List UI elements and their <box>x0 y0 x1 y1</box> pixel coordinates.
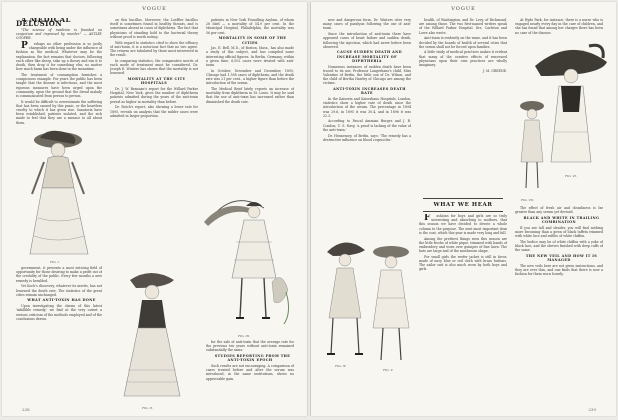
right-col-1 <box>323 18 411 228</box>
author-signature: J. M. GREENE. <box>482 68 507 73</box>
figure-label: FIG. IV. <box>335 364 347 368</box>
left-col-3 <box>206 18 294 158</box>
paragraph: Such results are not encouraging. A comparison of cases treated before and after the serum was introduced, in the same institutions, shows no appreciable gain. <box>206 364 294 381</box>
paragraph: Dr. Rotch's report, also showing a lower rate for 1895, reveals on analysis that the milder cases were admitted in larger proportion. <box>110 105 198 118</box>
paragraph: The Medical Brief lately reports an increase of mortality from diphtheria in St. Louis. It may be said that the use of anti-toxin has increased rather than diminished the death rate. <box>206 87 294 104</box>
paragraph: With regard to statistics cited to show the efficacy of anti-toxin, it is a notorious fact that no two agree. The returns are tabulated by those most interested in the result. <box>110 40 198 58</box>
what-we-hear-column <box>419 214 507 406</box>
figure-label: FIG. II. <box>142 406 153 410</box>
paragraph: Anti-toxin is evidently on the wane, and it has been decided by the boards of health of several cities that the serum shall not be forced upon families. <box>419 36 507 49</box>
running-head-right: VOGUE <box>451 6 476 12</box>
fashion-figure-5 <box>365 238 415 368</box>
left-col-2 <box>110 18 198 266</box>
article-title: A MEDICAL DELUSION <box>16 18 71 29</box>
section-subhead: MORTALITY AT THE CITY HOSPITALS <box>127 77 186 86</box>
paragraph: The new veils here are not given instructions, and they are ever thin, and one finds that there is now a fashion for them worn loosely. <box>515 263 603 277</box>
section-subhead: MORTALITY IN SOME OF THE CITIES <box>218 36 287 45</box>
running-head-left: VOGUE <box>142 6 167 12</box>
left-page <box>2 2 307 416</box>
paragraph: Upon investigating the claims of this latest 'infallible remedy,' we find at the very outset a serious criticism of the methods employed and of the conclusions drawn. <box>16 304 102 321</box>
page-number-left: 238 <box>22 407 30 412</box>
paragraph: A little study of medical practices makes it evident that many of the curative effects of renowned physicians upon their own practices are wholly imaginary. <box>419 50 507 68</box>
section-subhead: ANTI-TOXIN INCREASES DEATH RATE <box>333 87 406 96</box>
left-col-3-lower <box>206 340 294 406</box>
paragraph: Yet Koch's discovery, whatever its merits, has not lessened the death rate. The statistics of the great cities remain unchanged. <box>16 284 102 297</box>
paragraph: government, it presents a most enticing field of opportunity for those desiring to make a profit out of the credulity of the public. Every few months a new remedy is heralded. <box>16 266 102 283</box>
paragraph: Jas. E. Bell, M.D., of Boston, Mass., has also made a study of this subject, and has compiled some interesting official figures. In Berlin, Germany, within a given time, 6,502 cases were treated with anti-toxin. <box>206 46 294 68</box>
figure-label: FIG. I. <box>50 260 60 264</box>
paragraph: on this bacillus. Moreover, the Loeffler bacillus itself is sometimes found in healthy throats, and is sometimes absent in cases of diphtheria. The fact that physicians of standing hold to the bacterial theory without proof is worth noting. <box>110 18 198 39</box>
paragraph: For small girls the reefer jacket is still in favor, made of navy blue or red cloth with brass buttons. The sailor suit is also much worn by both boys and girls. <box>419 254 507 272</box>
paragraph: In the Kaiserin and Kaiserhaus Hospitals, London, statistics show a higher rate of death since the introduction of the serum. The percentage in 1894 was 29.6, in 1895 it was 30.4, and in 1896 it was 32.3. <box>323 96 411 118</box>
what-we-hear-heading: WHAT WE HEAR <box>423 198 503 212</box>
section-subhead: CAUSE SUDDEN DEATH AND INCREASE MORTALITY OF DIPHTHERIA <box>337 50 402 63</box>
right-page <box>311 2 616 416</box>
paragraph: health, of Washington, and Dr. Levy, of Richmond, are among those. The two first-named writers speak of the Willard Parker Hospital. Drs. Carleton and Lowe also wrote. <box>419 18 507 35</box>
paragraph: Dr. J. W. Brannan's report for the Willard Parker Hospital, New York, gives the number of diphtheria patients admitted during the years of the anti-toxin period as higher in mortality than before. <box>110 87 198 104</box>
figure-label: FIG. VI. <box>565 174 577 178</box>
paragraph: for the sale of anti-toxin that the average rate for the previous ten years without anti-toxin remained substantially the same. <box>206 340 294 353</box>
fashion-figure-7 <box>517 98 547 198</box>
paragraph: Dr. Hennessey, of Berlin, says: 'The remedy has a destructive influence on blood corpuscles.' <box>323 133 411 142</box>
paragraph: It would be difficult to overestimate the suffering that has been caused by this panic, or the heartless cruelty to which it has given rise. Sanatoria have been established, patients isolated, and the sick made to feel that they are a menace to all about them. <box>16 99 102 125</box>
section-subhead: STUDIES REPORTING FROM THE ANTI-TOXIN EPOCH <box>214 354 291 363</box>
paragraph: In October, November and December, 1895, Chicago had 1,558 cases of diphtheria, and the death rate was 21 per cent., a higher figure than before the introduction of the serum. <box>206 68 294 86</box>
paragraph: The treatment of consumption furnishes a conspicuous example. For years the public has been taught that the disease is infectious, and the most rigorous measures have been urged upon the community, upon the ground that the dread malady is communicated from person to person. <box>16 72 102 98</box>
paragraph: Perhaps no other profession is so justly chargeable with being under the influence of fashion as the medical. Whatever may be the explanation, the fact remains that doctors, following each other like sheep, take up a theory and run it to death, then drop it for something else, no matter how much harm has been done in the meantime. <box>16 41 102 72</box>
figure-label: FIG. V. <box>383 368 394 372</box>
paragraph: Numerous instances of sudden death have been traced to its use. Professor Langerhans's child, Miss Valentine of Berlin, the little son of Dr. Wilson, and the child of Bertha Hawley of Chicago are among the victims. <box>323 64 411 86</box>
left-col-1 <box>16 18 102 126</box>
paragraph: Fashions for boys and girls are so truly interesting and absorbing to mothers, that this season we have decided to devote a whole column to the purpose. The next most important item is the coat, which this year is made very long and full. <box>419 214 507 235</box>
paragraph: Among the prettiest things seen this season are the little frocks of white pique, trimmed with bands of embroidery and worn over guimpes of fine lawn. The hats are large and of the mushroom shape. <box>419 236 507 254</box>
article-kicker: "The science of medicine is founded on conjecture and improved by murder." — ASTLEY COOPER. <box>16 27 102 41</box>
fashion-figure-3 <box>202 182 298 332</box>
paragraph: Since the introduction of anti-toxin there have appeared cases of heart failure and sudden death, following the injection, which had never before been observed. <box>323 32 411 49</box>
paragraph: The bodice may be of white chiffon with a yoke of black lace, and the sleeves finished with deep cuffs of the same. <box>515 239 603 253</box>
paragraph: If you are tall and slender, you will find nothing more becoming than a gown of black taffeta trimmed with white lace and ruffles of white chiffon. <box>515 225 603 239</box>
paragraph: patients in New York Foundling Asylum, of whom 28 died — a mortality of 54.9 per cent. In the Municipal Hospital, Philadelphia, the mortality was 56 per cent. <box>206 18 294 35</box>
fashion-figure-2 <box>114 270 188 404</box>
fashion-figure-4 <box>319 234 371 364</box>
section-subhead: WHAT ANTI-TOXIN HAS DONE <box>27 298 96 303</box>
left-col-1-lower <box>16 266 102 406</box>
paragraph: According to Pascal Ammian Burges and J. R. Condon, U. S. Navy, 'a proof is lacking of the value of the anti-toxin.' <box>323 119 411 132</box>
section-subhead: BLACK AND WHITE IN TRAILING COMBINATION <box>523 215 600 225</box>
paragraph: At Hyde Park, for instance, there is a nurse who is engaged nearly every day in the care of children, and she has found that among her charges there has been no case of the disease. <box>515 18 603 35</box>
paragraph: The effect of fresh air and cleanliness is far greater than any serum yet devised. <box>515 206 603 215</box>
paragraph: In comparing statistics, the comparative merits of each mode of treatment must be considered. Dr. Joseph E. Winters has shown that the mortality is not lessened. <box>110 58 198 76</box>
fashion-figure-1 <box>18 128 100 260</box>
paragraph: new and dangerous form. Dr. Winters cites very many cases of paralysis following the use of anti-toxin. <box>323 18 411 31</box>
page-number-right: 239 <box>588 407 596 412</box>
figure-label: FIG. III. <box>238 334 250 338</box>
right-col-2 <box>419 18 507 194</box>
figure-label: FIG. VII. <box>521 198 534 202</box>
right-col-3-lower <box>515 206 603 406</box>
section-subhead: THE NEW VEIL AND HOW IT IS MANAGED <box>525 254 598 263</box>
